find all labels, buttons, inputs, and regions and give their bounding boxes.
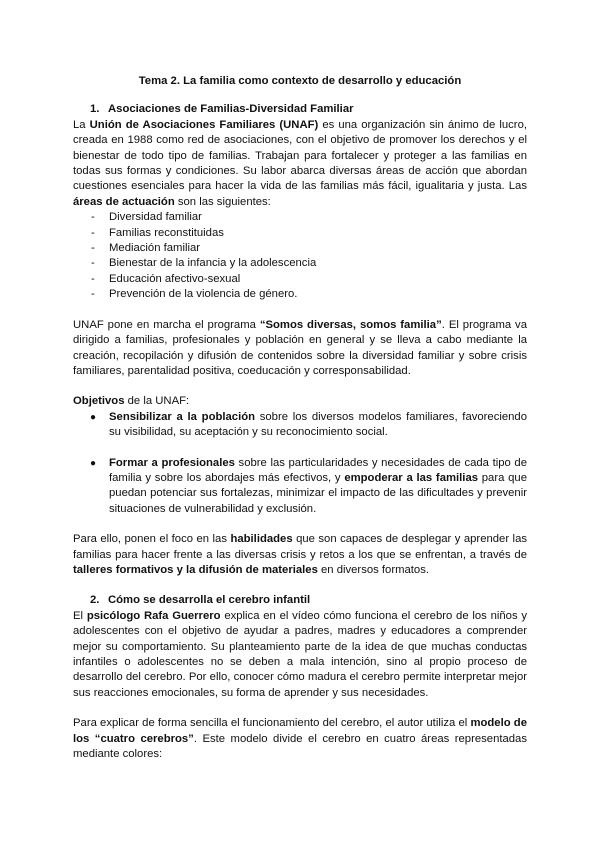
section-1-number: 1. bbox=[90, 103, 100, 116]
text-run: de la UNAF: bbox=[124, 395, 190, 408]
list-item-text: Mediación familiar bbox=[109, 242, 201, 255]
unaf-intro-paragraph bbox=[73, 118, 527, 210]
bold-run: psicólogo Rafa Guerrero bbox=[86, 609, 221, 622]
text-run: en diversos formatos. bbox=[317, 563, 429, 576]
bold-run: Formar a profesionales bbox=[109, 456, 235, 469]
list-item-text: Educación afectivo-sexual bbox=[109, 272, 241, 285]
dash-marker: - bbox=[91, 288, 95, 301]
list-item bbox=[73, 210, 527, 225]
text-run: La bbox=[73, 118, 90, 131]
list-item bbox=[73, 241, 527, 256]
text-run: sobre los diversos modelos familiares, favoreciendo su visibilidad, su aceptación y su reconocimiento social. bbox=[109, 410, 527, 439]
dash-marker: - bbox=[91, 211, 95, 224]
list-item-text: Bienestar de la infancia y la adolescencia bbox=[109, 257, 317, 270]
objectives-label bbox=[73, 394, 527, 409]
spacer bbox=[73, 701, 527, 716]
list-item bbox=[73, 287, 527, 302]
areas-list bbox=[73, 210, 527, 302]
bold-run: modelo de los “cuatro cerebros” bbox=[73, 717, 527, 745]
text-run: que son capaces de desplegar y aprender las familias para hacer frente a las diversas crisis y retos a los que se enfrentan, a través de bbox=[73, 533, 528, 561]
document-title: Tema 2. La familia como contexto de desarrollo y educación bbox=[138, 75, 462, 87]
bullet-icon: ● bbox=[90, 411, 97, 423]
bold-run: Objetivos bbox=[73, 395, 125, 408]
text-run: son las siguientes: bbox=[174, 195, 271, 208]
bold-run: Unión de Asociaciones Familiares (UNAF) bbox=[89, 118, 319, 131]
spacer bbox=[73, 379, 527, 394]
list-item bbox=[73, 256, 527, 271]
dash-marker: - bbox=[91, 272, 95, 285]
bold-run: habilidades bbox=[230, 533, 293, 546]
dash-marker: - bbox=[91, 242, 95, 255]
text-run: Para ello, ponen el foco en las bbox=[73, 533, 231, 546]
bold-run: áreas de actuación bbox=[73, 195, 175, 208]
section-1-heading bbox=[73, 102, 527, 117]
focus-paragraph bbox=[73, 532, 527, 578]
list-item bbox=[73, 226, 527, 241]
text-run: UNAF pone en marcha el programa bbox=[73, 318, 260, 331]
list-item-text: Familias reconstituidas bbox=[109, 226, 224, 239]
spacer bbox=[73, 578, 527, 593]
bold-run: empoderar a las familias bbox=[344, 471, 479, 484]
section-2-number: 2. bbox=[90, 594, 100, 607]
text-run: Para explicar de forma sencilla el funcionamiento del cerebro, el autor utiliza el bbox=[73, 717, 471, 730]
section-1-heading-text: Asociaciones de Familias-Diversidad Familiar bbox=[108, 103, 354, 116]
objective-item bbox=[73, 456, 527, 518]
dash-marker: - bbox=[91, 257, 95, 270]
objective-item bbox=[73, 410, 527, 441]
text-run: El bbox=[73, 609, 87, 622]
dash-marker: - bbox=[91, 226, 95, 239]
list-item-text: Prevención de la violencia de género. bbox=[109, 288, 298, 301]
section-2-heading bbox=[73, 593, 527, 608]
spacer bbox=[73, 303, 527, 318]
program-paragraph bbox=[73, 318, 527, 380]
text-run: para que puedan potenciar sus fortalezas, minimizar el impacto de las dificultades y prevenir situaciones de vulnerabilidad y exclusión. bbox=[109, 471, 527, 515]
bold-run: talleres formativos y la difusión de materiales bbox=[73, 563, 318, 576]
section-2-heading-text: Cómo se desarrolla el cerebro infantil bbox=[108, 594, 311, 607]
text-run: . Este modelo divide el cerebro en cuatro áreas representadas mediante colores: bbox=[73, 732, 527, 761]
four-brains-paragraph bbox=[73, 716, 527, 762]
bold-run: “Somos diversas, somos familia” bbox=[259, 318, 442, 331]
text-run: explica en el vídeo cómo funciona el cerebro de los niños y adolescentes con el objetivo de ayudar a padres, madres y educadores a comprender mejor su comportamiento. Su planteamiento parte de la idea de que muchas conductas infantiles o adolescentes no se deben a mala intención, sino al propio proceso de desarrollo del cerebro. Por ello, conocer cómo madura el cerebro permite interpretar mejor sus reacciones emocionales, su forma de aprender y sus necesidades. bbox=[73, 609, 528, 699]
text-run: . El programa va dirigido a familias, profesionales y población en general y se lleva a cabo mediante la creación, recopilación y difusión de contenidos sobre la diversidad familiar y sobre crisis familiares, parentalidad positiva, coeducación y corresponsabilidad. bbox=[73, 318, 527, 377]
text-run: es una organización sin ánimo de lucro, creada en 1988 como red de asociaciones, con el objetivo de promover los derechos y el bienestar de todo tipo de familias. Trabajan para fortalecer y proteger a las familias en todas sus formas y condiciones. Su labor abarca diversas áreas de acción que abordan cuestiones esenciales para hacer la vida de las familias más fácil, igualitaria y justa. Las bbox=[73, 118, 527, 193]
text-run: sobre las particularidades y necesidades de cada tipo de familia y sobre los abordajes más efectivos, y bbox=[109, 456, 527, 484]
bullet-icon: ● bbox=[90, 457, 97, 469]
objectives-list bbox=[73, 410, 527, 517]
list-item bbox=[73, 272, 527, 287]
spacer bbox=[73, 517, 527, 532]
list-item-text: Diversidad familiar bbox=[109, 211, 202, 224]
bold-run: Sensibilizar a la población bbox=[109, 410, 256, 423]
brain-paragraph bbox=[73, 609, 527, 701]
